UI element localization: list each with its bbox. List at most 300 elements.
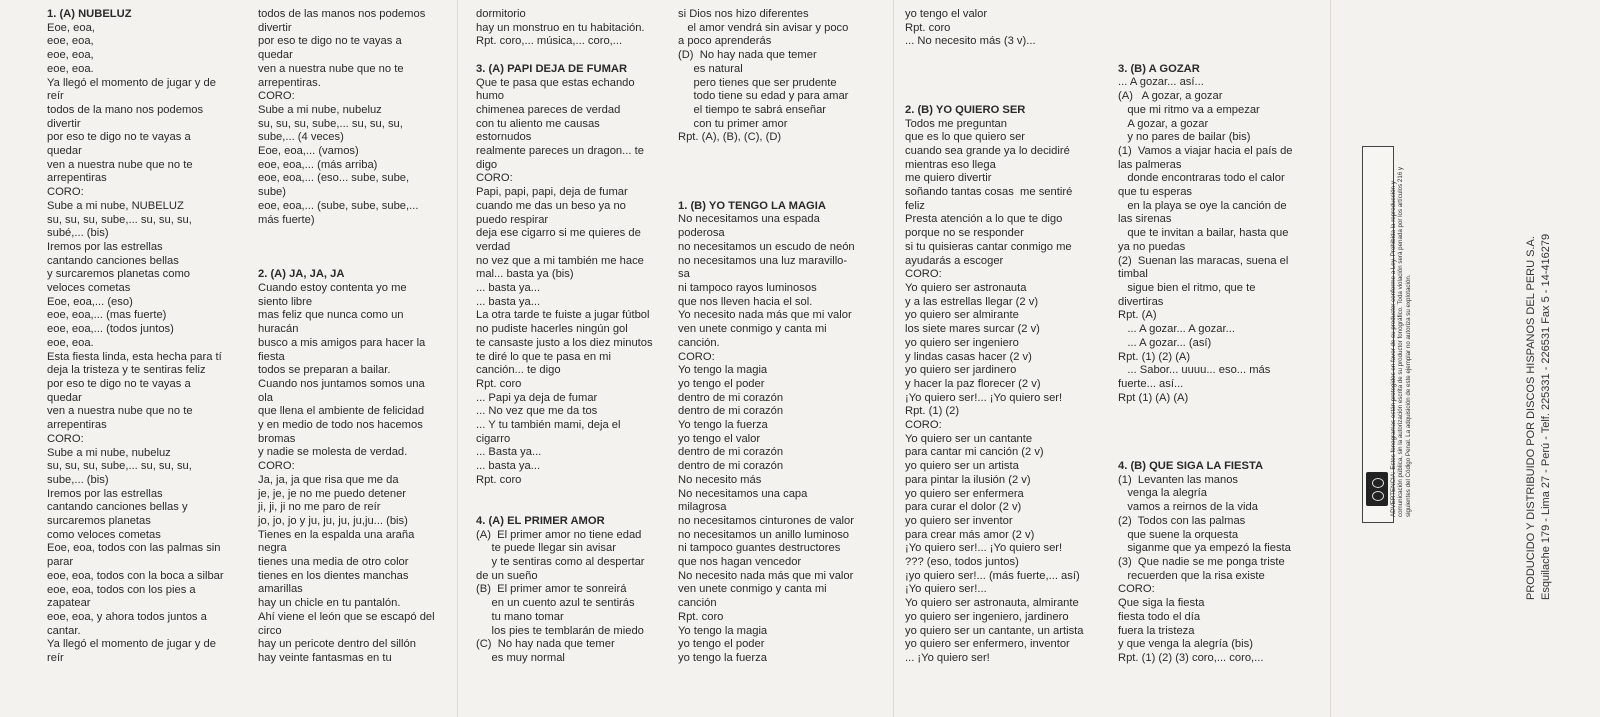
lyric-line: cantando canciones bellas [47,254,179,267]
lyric-line: surcaremos planetas [47,515,151,528]
lyric-line: pero tienes que ser prudente [678,76,837,89]
lyric-line: eoe, eoa, [47,35,94,48]
lyric-line: te cansaste justo a los diez minutos [476,336,653,349]
lyric-line: ... Sabor... uuuu... eso... más [1118,364,1271,377]
publisher-address: Esquilache 179 - Lima 27 - Perú - Telf. 225331 - 226531 Fax 5 - 14-416279 [1540,233,1552,600]
lyric-line: no pudiste hacerles ningún gol [476,323,628,336]
lyric-line: y nadie se molesta de verdad. [258,446,408,459]
lyric-line: eoe, eoa,... (sube, sube, sube,... [258,199,419,212]
lyric-line: eoe, eoa,... (más arriba) [258,158,378,171]
lyric-line: CORO: [258,90,295,103]
lyric-line: hay veinte fantasmas en tu [258,652,392,664]
lyric-line: no necesitamos un escudo de neón [678,240,855,253]
lyric-line: eoe, eoa. [47,336,94,349]
lyric-line: ven a nuestra nube que no te [47,158,193,171]
lyric-line: todos se preparan a bailar. [258,364,391,377]
lyric-line: (1) Vamos a viajar hacia el país de [1118,144,1293,157]
lyric-line: sube,... (bis) [47,473,109,486]
lyric-line: ¡Yo quiero ser!... [905,583,987,596]
lyric-line: CORO: [258,460,295,473]
lyric-line: No necesitamos una capa [678,487,808,500]
lyric-line: Rpt. coro [476,377,522,390]
lyric-line: estornudos [476,131,532,144]
publisher-name: PRODUCIDO Y DISTRIBUIDO POR DISCOS HISPANOS DEL PERU S.A. [1525,236,1537,600]
lyrics-column-4 [678,8,855,666]
lyric-line: Eoe, eoa,... (eso) [47,295,133,308]
spacer [1118,405,1293,419]
lyric-line: yo tengo el poder [678,377,765,390]
lyric-line: humo [476,90,504,103]
lyric-line: y te sentiras como al despertar [476,556,645,569]
lyric-line: sa [678,268,690,281]
lyric-line: cantando canciones bellas y [47,501,188,514]
lyric-line: a poco aprenderás [678,35,772,48]
lyric-line: siganme que ya empezó la fiesta [1118,542,1291,555]
lyric-line: verdad [476,240,511,253]
lyric-line: vamos a reirnos de la vida [1118,501,1258,514]
lyric-line: ... basta ya... [476,460,541,473]
lyric-line: deja ese cigarro si me quieres de [476,227,641,240]
lyric-line: (B) El primer amor te sonreirá [476,583,627,596]
lyric-line: no vez que a mi también me hace [476,254,644,267]
lyric-line: yo tengo el valor [905,8,988,20]
spacer [1118,419,1293,433]
lyric-line: ... A gozar... así... [1118,76,1204,89]
lyric-line: huracán [258,323,299,336]
cassette-icon [1366,472,1388,506]
lyric-line: Yo quiero ser astronauta [905,282,1027,294]
lyric-line: que suene la orquesta [1118,528,1239,541]
lyric-line: que nos lleven hacia el sol. [678,295,813,308]
lyric-line: reír [47,652,64,665]
lyric-line: No necesito nada más que mi valor [678,569,854,582]
lyric-line: eoe, eoa,... (eso... sube, sube, [258,172,410,185]
lyric-line: milagrosa [678,501,727,514]
lyric-line: (A) El primer amor no tiene edad [476,528,642,541]
lyric-line: por eso te digo no te vayas a [47,377,191,390]
lyric-line: feliz [905,199,925,212]
fold-line [1330,0,1331,717]
lyric-line: quedar [258,49,293,62]
lyric-line: Que siga la fiesta [1118,597,1205,610]
lyric-line: no necesitamos un anillo luminoso [678,528,850,541]
lyric-line: que es lo que quiero ser [905,131,1026,144]
lyric-line: ven unete conmigo y canta mi [678,323,827,336]
lyric-line: ... Basta ya... [476,446,542,459]
lyric-line: que mi ritmo va a empezar [1118,103,1260,116]
song-title: 1. (B) YO TENGO LA MAGIA [678,199,826,212]
lyric-line: cigarro [476,432,511,445]
lyric-line: bromas [258,432,296,445]
lyric-line: me quiero divertir [905,172,992,185]
spacer [905,90,1084,104]
lyric-line: todos de la mano nos podemos [47,103,204,116]
lyric-line: veloces cometas [47,282,131,295]
lyric-line: sube,... (4 veces) [258,131,344,144]
lyric-line: arrepentiras [47,172,107,185]
lyric-line: los pies te temblarán de miedo [476,624,644,637]
spacer [678,186,855,200]
lyric-line: hay un chicle en tu pantalón. [258,597,401,610]
lyrics-column-3 [476,8,653,666]
lyric-line: ni tampoco rayos luminosos [678,282,817,294]
spacer [1118,35,1293,49]
lyric-line: Iremos por las estrellas [47,240,163,253]
lyric-line: de un sueño [476,569,538,582]
lyric-line: para curar el dolor (2 v) [905,501,1022,514]
lyric-line: en la playa se oye la canción de [1118,199,1287,212]
lyric-line: si Dios nos hizo diferentes [678,8,809,20]
lyric-line: La otra tarde te fuiste a jugar fútbol [476,309,650,322]
lyric-line: Rpt. coro [905,21,951,34]
lyric-line: dormitorio [476,8,526,20]
lyric-line: Sube a mi nube, NUBELUZ [47,199,184,212]
lyric-line: canción. [678,336,720,349]
lyric-line: y lindas casas hacer (2 v) [905,350,1032,363]
spacer [905,49,1084,63]
lyric-line: su, su, su, sube,... su, su, su, [47,213,192,226]
lyric-line: yo quiero ser inventor [905,514,1013,527]
lyric-line: cuando sea grande ya lo decidiré [905,144,1070,157]
lyric-line: parar [47,556,74,569]
lyric-line: (3) Que nadie se me ponga triste [1118,556,1285,568]
spacer [258,227,435,241]
lyric-line: Cuando nos juntamos somos una [258,377,425,390]
lyric-line: Eoe, eoa,... (vamos) [258,145,359,158]
lyric-line: te diré lo que te pasa en mi [476,350,611,363]
lyric-line: yo tengo el valor [678,432,761,445]
lyric-line: (1) Levanten las manos [1118,473,1239,486]
lyric-line: reír [47,90,64,103]
spacer [678,159,855,173]
lyric-line: Ja, ja, ja que risa que me da [258,473,399,486]
lyric-line: (C) No hay nada que temer [476,638,615,651]
lyric-line: quedar [47,391,82,404]
lyric-line: las sirenas [1118,213,1172,226]
lyric-line: ya no puedas [1118,240,1186,253]
lyric-line: arrepentiras [47,419,107,432]
lyric-line: CORO: [47,186,84,199]
lyric-line: todo tiene su edad y para amar [678,90,849,103]
lyric-line: con tu primer amor [678,117,788,130]
lyric-line: eoe, eoa, [47,49,94,62]
lyric-line: fiesta [258,350,285,363]
spacer [1118,49,1293,63]
lyric-line: zapatear [47,597,91,610]
lyric-line: ... Y tu también mami, deja el [476,419,621,432]
lyric-line: arrepentiras. [258,76,321,89]
spacer [476,49,653,63]
lyric-line: ven a nuestra nube que no te [258,62,404,75]
lyric-line: tu mano tomar [476,610,564,623]
lyric-line: CORO: [1118,583,1155,596]
lyric-line: Esta fiesta linda, esta hecha para tí [47,350,222,363]
lyric-line: tienes una media de otro color [258,556,409,569]
spacer [1118,446,1293,460]
lyric-line: ??? (eso, todos juntos) [905,556,1019,569]
lyric-line: Rpt. (1) (2) [905,405,960,418]
song-title: 1. (A) NUBELUZ [47,8,132,20]
lyric-line: CORO: [905,419,942,432]
copyright-warning-box [1362,146,1412,523]
lyric-line: ... A gozar... A gozar... [1118,323,1235,336]
lyric-line: (2) Todos con las palmas [1118,514,1246,527]
lyric-line: yo quiero ser un cantante, un artista [905,624,1084,637]
lyric-line: digo [476,158,498,171]
lyric-line: tienes en los dientes manchas [258,569,409,582]
lyric-line: Sube a mi nube, nubeluz [258,103,382,116]
lyric-line: mas feliz que nunca como un [258,309,404,322]
fold-line [893,0,894,717]
lyric-line: sube) [258,186,286,199]
fold-line [457,0,458,717]
lyric-line: Rpt. (A) [1118,309,1157,322]
copyright-warning-text: ADVERTENCIA: Estos fonogramas están protegidos en favor de su productor conforme a Ley. Prohibida la reproducción y comunicación pública, sin la autorización escrita de su productor fonográfico. Toda violación será penada por los artículos 216 y siguientes del Código Penal. La adquisición de este ejemplar no autoriza su explotación. [1390,166,1412,517]
lyric-line: siento libre [258,295,313,308]
lyric-line: como veloces cometas [47,528,161,541]
lyric-line: yo quiero ser enfermero, inventor [905,638,1070,651]
lyric-line: quedar [47,145,82,158]
lyric-line: Yo necesito nada más que mi valor [678,309,852,322]
lyric-line: Eoe, eoa, todos con las palmas sin [47,542,221,555]
lyric-line: ¡yo quiero ser!... (más fuerte,... así) [905,569,1080,582]
publisher-spine [1524,234,1554,600]
lyric-line: (D) No hay nada que temer [678,49,817,62]
lyric-line: Ahí viene el león que se escapó del [258,610,435,623]
lyric-line: que tu esperas [1118,186,1193,199]
lyric-line: CORO: [678,350,715,363]
lyric-line: porque no se responder [905,227,1024,240]
lyric-line: mal... basta ya (bis) [476,268,574,281]
lyric-line: ... ¡Yo quiero ser! [905,651,990,664]
lyric-line: eoe, eoa. [47,62,94,75]
lyric-line: busco a mis amigos para hacer la [258,336,426,349]
lyric-line: eoe, eoa,... (todos juntos) [47,323,174,336]
lyric-line: Eoe, eoa, [47,21,95,34]
lyric-line: en un cuento azul te sentirás [476,597,635,610]
lyric-line: eoe, eoa, todos con la boca a silbar [47,569,224,582]
lyric-line: los siete mares surcar (2 v) [905,323,1040,336]
lyric-line: ... Papi ya deja de fumar [476,391,598,404]
lyric-line: eoe, eoa, todos con los pies a [47,583,196,596]
spacer [1118,22,1293,36]
lyric-line: ... No necesito más (3 v)... [905,35,1036,48]
lyric-line: Rpt. (A), (B), (C), (D) [678,131,782,144]
lyric-line: subé,... (bis) [47,227,109,240]
lyric-line: venga la alegría [1118,487,1207,500]
lyric-line: A gozar, a gozar [1118,117,1209,130]
lyric-line: no necesitamos una luz maravillo- [678,254,848,267]
spacer [1118,8,1293,22]
lyric-line: canción [678,597,717,610]
spacer [258,241,435,255]
lyric-line: y surcaremos planetas como [47,268,191,281]
song-title: 2. (A) JA, JA, JA [258,268,345,281]
lyric-line: yo quiero ser ingeniero [905,336,1019,349]
lyric-line: ¡Yo quiero ser!... ¡Yo quiero ser! [905,391,1063,404]
lyric-line: ni tampoco guantes destructores [678,542,841,555]
lyric-line: te puede llegar sin avisar [476,542,616,555]
lyric-line: divertiras [1118,295,1164,308]
lyric-line: chimenea pareces de verdad [476,103,621,116]
lyric-line: fuera la tristeza [1118,624,1195,637]
lyric-line: Rpt. coro,... música,... coro,... [476,35,623,48]
song-title: 3. (A) PAPI DEJA DE FUMAR [476,62,628,75]
lyric-line: Presta atención a lo que te digo [905,213,1063,226]
lyric-line: dentro de mi corazón [678,391,784,404]
lyric-line: negra [258,542,287,555]
lyric-line: amarillas [258,583,303,596]
lyric-line: Sube a mi nube, nubeluz [47,446,171,459]
lyric-line: deja la tristeza y te sentiras feliz [47,364,206,377]
lyric-line: Yo tengo la fuerza [678,419,768,432]
lyric-line: canción... te digo [476,364,561,377]
spacer [258,255,435,269]
lyric-line: timbal [1118,268,1148,281]
lyric-line: Rpt. (1) (2) (3) coro,... coro,... [1118,651,1264,664]
lyric-line: soñando tantas cosas me sentiré [905,186,1073,199]
lyric-line: por eso te digo no te vayas a [47,131,191,144]
song-title: 3. (B) A GOZAR [1118,62,1200,75]
lyric-line: Yo quiero ser un cantante [905,432,1033,445]
lyric-line: Rpt. coro [678,610,724,623]
lyric-line: no necesitamos cinturones de valor [678,514,854,527]
lyric-line: ven unete conmigo y canta mi [678,583,827,596]
lyric-line: es natural [678,62,743,75]
lyric-line: que llena el ambiente de felicidad [258,405,425,418]
lyric-line: para crear más amor (2 v) [905,528,1035,541]
lyric-line: Papi, papi, papi, deja de fumar [476,186,628,199]
lyric-line: dentro de mi corazón [678,446,784,459]
lyric-line: para cantar mi canción (2 v) [905,446,1044,459]
lyric-line: divertir [47,117,81,130]
lyric-line: ven a nuestra nube que no te [47,405,193,418]
lyric-line: para pintar la ilusión (2 v) [905,473,1031,486]
lyric-line: más fuerte) [258,213,315,226]
spacer [476,501,653,515]
lyric-line: ... No vez que me da tos [476,405,598,418]
lyric-line: yo tengo la fuerza [678,651,767,664]
lyric-line: Que te pasa que estas echando [476,76,635,89]
lyric-line: Rpt. (1) (2) (A) [1118,350,1191,363]
lyrics-column-6 [1118,8,1293,666]
lyric-line: el tiempo te sabrá enseñar [678,103,827,116]
lyrics-column-2 [258,8,435,666]
lyric-line: ji, ji, ji no me paro de reír [258,501,381,514]
lyric-line: (A) A gozar, a gozar [1118,90,1223,103]
lyric-line: eoe, eoa, y ahora todos juntos a [47,610,207,623]
lyric-line: que te invitan a bailar, hasta que [1118,227,1289,240]
lyric-line: y no pares de bailar (bis) [1118,131,1251,144]
lyric-line: yo quiero ser enfermera [905,487,1024,500]
lyric-line: si tu quisieras cantar conmigo me [905,240,1072,253]
lyric-line: CORO: [47,432,84,445]
lyric-line: su, su, su, sube,... su, su, su, [47,460,192,473]
lyric-line: jo, jo, jo y ju, ju, ju, ju,ju... (bis) [258,514,408,527]
lyric-line: Rpt (1) (A) (A) [1118,391,1189,404]
spacer [678,145,855,159]
lyric-line: dentro de mi corazón [678,405,784,418]
lyric-line: puedo respirar [476,213,549,226]
lyric-line: yo quiero ser un artista [905,460,1019,473]
lyric-line: que nos hagan vencedor [678,556,802,569]
lyric-line: Cuando estoy contenta yo me [258,282,407,295]
lyric-line: todos de las manos nos podemos [258,8,426,20]
lyric-line: donde encontraras todo el calor [1118,172,1285,185]
lyric-line: circo [258,624,282,637]
lyric-line: es muy normal [476,652,565,664]
song-title: 4. (B) QUE SIGA LA FIESTA [1118,460,1264,473]
lyric-line: y hacer la paz florecer (2 v) [905,377,1041,390]
lyrics-column-1 [47,8,224,666]
lyric-line: ... basta ya... [476,282,541,295]
lyric-line: fiesta todo el día [1118,610,1201,623]
lyric-line: Tienes en la espalda una araña [258,528,415,541]
spacer [678,172,855,186]
lyric-line: con tu aliento me causas [476,117,600,130]
lyric-line: ¡Yo quiero ser!... ¡Yo quiero ser! [905,542,1063,555]
lyric-line: ... basta ya... [476,295,541,308]
lyric-line: fuerte... así... [1118,377,1184,390]
lyric-line: Yo tengo la magia [678,624,768,637]
lyric-line: yo quiero ser almirante [905,309,1019,322]
lyric-line: realmente pareces un dragon... te [476,145,644,158]
lyric-line: Rpt. coro [476,473,522,486]
lyric-line: Yo tengo la magia [678,364,768,377]
lyric-line: yo quiero ser ingeniero, jardinero [905,610,1069,623]
lyric-line: las palmeras [1118,158,1182,171]
lyric-line: recuerden que la risa existe [1118,569,1265,582]
spacer [476,488,653,502]
lyric-line: Todos me preguntan [905,117,1007,130]
lyric-line: el amor vendrá sin avisar y poco [678,21,849,34]
lyric-line: je, je, je no me puedo detener [258,487,407,500]
lyric-line: dentro de mi corazón [678,460,784,473]
lyric-line: No necesito más [678,473,762,486]
lyric-line: Ya llegó el momento de jugar y de [47,638,216,651]
spacer [905,76,1084,90]
lyric-line: cuando me das un beso ya no [476,199,626,212]
spacer [905,63,1084,77]
lyric-line: (2) Suenan las maracas, suena el [1118,254,1289,267]
spacer [1118,433,1293,447]
lyric-line: y en medio de todo nos hacemos [258,419,423,432]
lyric-line: mientras eso llega [905,158,996,171]
lyric-line: Iremos por las estrellas [47,487,163,500]
lyric-line: divertir [258,21,292,34]
lyric-line: sigue bien el ritmo, que te [1118,282,1256,294]
lyric-line: ola [258,391,273,404]
lyric-line: Yo quiero ser astronauta, almirante [905,597,1079,610]
lyric-line: CORO: [476,172,513,185]
lyric-line: poderosa [678,227,725,240]
lyric-line: eoe, eoa,... (mas fuerte) [47,309,167,322]
lyric-line: hay un pericote dentro del sillón [258,638,416,651]
lyric-line: yo tengo el poder [678,638,765,651]
lyric-line: ... A gozar... (así) [1118,336,1212,349]
lyric-line: yo quiero ser jardinero [905,364,1017,377]
lyric-line: su, su, su, sube,... su, su, su, [258,117,403,130]
lyrics-column-5 [905,8,1084,666]
lyric-line: hay un monstruo en tu habitación. [476,21,645,34]
lyric-line: por eso te digo no te vayas a [258,35,402,48]
lyric-line: CORO: [905,268,942,281]
lyric-line: No necesitamos una espada [678,213,820,226]
song-title: 4. (A) EL PRIMER AMOR [476,514,605,527]
lyric-line: cantar. [47,624,81,637]
lyric-line: ayudarás a escoger [905,254,1004,267]
lyric-line: Ya llegó el momento de jugar y de [47,76,216,89]
